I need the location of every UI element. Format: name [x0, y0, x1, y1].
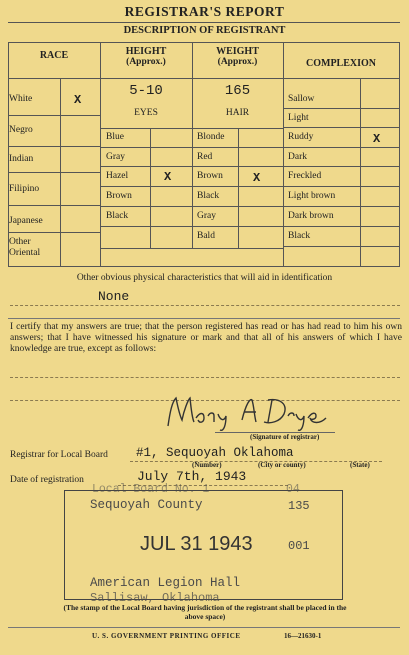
complexion-mark: X — [373, 132, 381, 146]
race-option-white: White — [9, 94, 33, 104]
hair-option-bald: Bald — [197, 231, 215, 241]
report-title: REGISTRAR'S REPORT — [124, 4, 285, 19]
physical-question: Other obvious physical characteristics that will aid in identification — [76, 273, 333, 283]
stamp-board: Local Board No. 1 — [92, 483, 210, 496]
hair-mark: X — [253, 171, 261, 185]
race-option-filipino: Filipino — [9, 184, 40, 194]
race-header: RACE — [39, 50, 69, 61]
complexion-header: COMPLEXION — [306, 58, 376, 69]
eye-option-gray: Gray — [106, 152, 125, 162]
eye-option-blue: Blue — [106, 132, 124, 142]
registrar-signature — [160, 390, 360, 434]
complexion-option-light-brown: Light brown — [288, 191, 336, 201]
complexion-option-freckled: Freckled — [288, 171, 322, 181]
hair-option-red: Red — [197, 152, 213, 162]
race-option-negro: Negro — [9, 125, 33, 135]
eye-option-brown: Brown — [106, 191, 132, 201]
stamp-date: JUL 31 1943 — [140, 533, 253, 555]
signature-label: (Signature of registrar) — [250, 433, 320, 441]
number-label: (Number) — [192, 461, 222, 469]
stamp-place: American Legion Hall — [90, 576, 241, 590]
complexion-option-sallow: Sallow — [288, 94, 315, 104]
stamp-code-1: 04 — [286, 483, 300, 496]
race-option-other-oriental: Other Oriental — [9, 237, 41, 258]
eye-option-black: Black — [106, 211, 129, 221]
eyes-mark: X — [164, 170, 172, 184]
height-value: 5-10 — [129, 83, 163, 99]
stamp-code-2: 135 — [288, 499, 310, 513]
weight-value: 165 — [224, 83, 251, 99]
height-approx: (Approx.) — [126, 57, 166, 67]
hair-option-gray: Gray — [197, 211, 216, 221]
eye-option-hazel: Hazel — [106, 171, 129, 181]
race-mark: X — [74, 93, 82, 107]
eyes-header: EYES — [134, 108, 158, 118]
hair-option-brown: Brown — [197, 171, 223, 181]
date-label: Date of registration — [10, 475, 84, 485]
date-value: July 7th, 1943 — [137, 469, 247, 484]
local-board-label: Registrar for Local Board — [10, 450, 108, 460]
local-board-value: #1, Sequoyah Oklahoma — [136, 446, 294, 460]
height-header: HEIGHT — [125, 46, 167, 57]
stamp-code-3: 001 — [288, 539, 310, 553]
weight-header: WEIGHT — [216, 46, 259, 57]
hair-option-black: Black — [197, 191, 220, 201]
complexion-option-dark: Dark — [288, 152, 307, 162]
complexion-option-dark-brown: Dark brown — [288, 211, 334, 221]
form-code: 16—21630-1 — [284, 632, 322, 640]
stamp-city: Sallisaw, Oklahoma — [90, 591, 220, 605]
physical-answer: None — [98, 289, 130, 304]
section-title: DESCRIPTION OF REGISTRANT — [123, 25, 286, 36]
stamp-caption: (The stamp of the Local Board having jurisdiction of the registrant shall be placed in the above space) — [63, 603, 347, 621]
complexion-option-black: Black — [288, 231, 311, 241]
hair-header: HAIR — [225, 108, 250, 118]
stamp-county: Sequoyah County — [90, 498, 203, 512]
complexion-option-light: Light — [288, 113, 309, 123]
weight-approx: (Approx.) — [217, 57, 258, 67]
hair-option-blonde: Blonde — [197, 132, 225, 142]
complexion-option-ruddy: Ruddy — [288, 132, 314, 142]
race-option-indian: Indian — [9, 154, 34, 164]
certification-text: I certify that my answers are true; that the person registered has read or has had read to him his own answers; that I have witnessed his signature or mark and that all of his answers of which I have knowledge are true, except as follows: — [10, 322, 402, 354]
race-option-japanese: Japanese — [9, 216, 43, 226]
printer-label: U. S. GOVERNMENT PRINTING OFFICE — [92, 632, 241, 640]
state-label: (State) — [350, 461, 370, 469]
city-label: (City or county) — [258, 461, 306, 469]
